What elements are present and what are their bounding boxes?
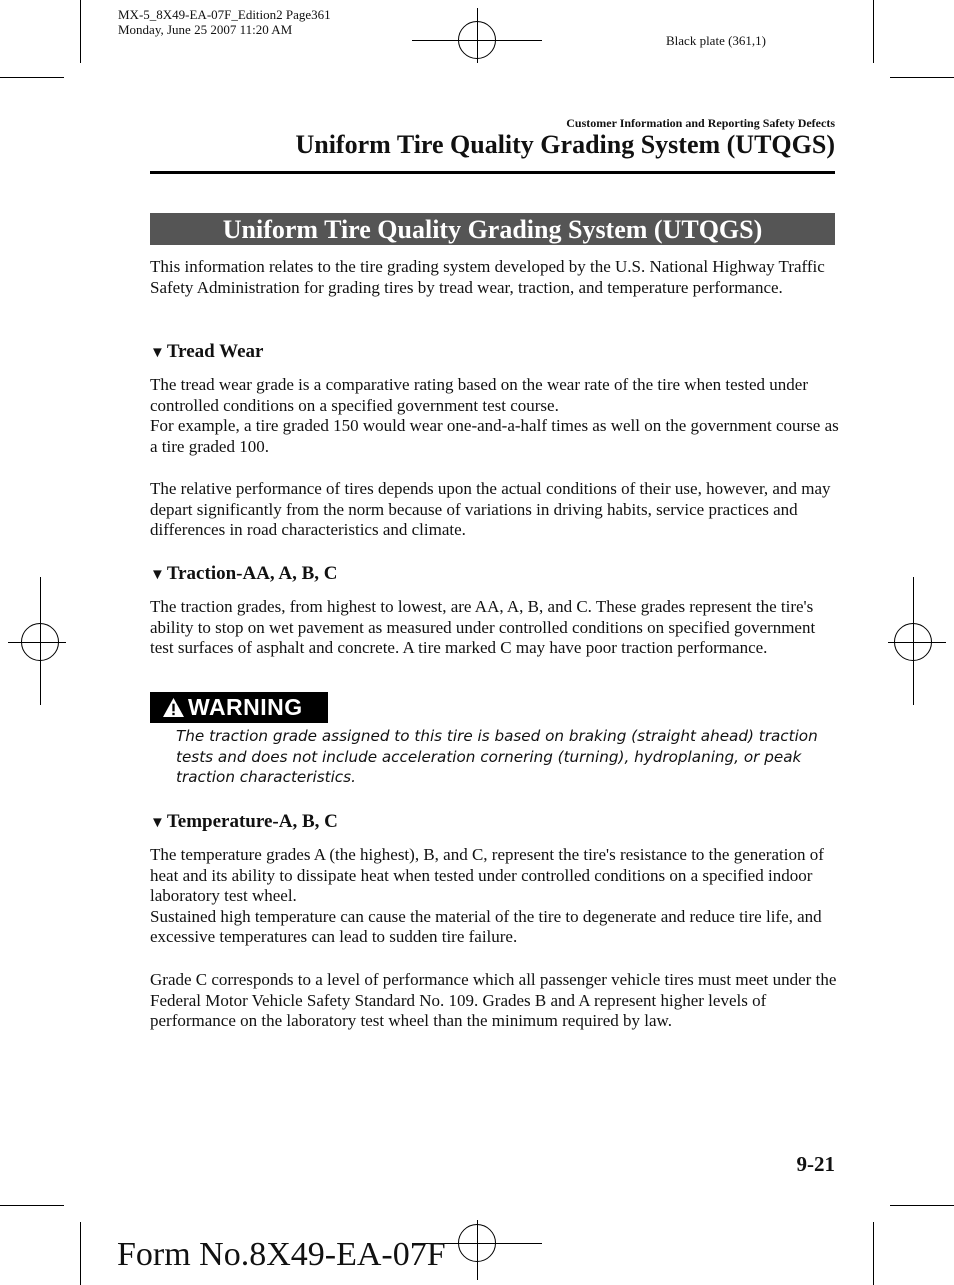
print-meta-line2: Monday, June 25 2007 11:20 AM [118,22,293,37]
heading-temperature-text: Temperature-A, B, C [166,811,338,832]
intro-paragraph: This information relates to the tire grading system developed by the U.S. National Highway Traffic Safety Administration for grading tires by tread wear, traction, and temperature performance. [150,257,825,297]
temperature-p1: The temperature grades A (the highest), B, and C, represent the tire's resistance to the generation of heat and its ability to dissipate heat when tested under controlled conditions on a specified indoor laboratory test wheel. [150,845,824,906]
tread-wear-p1: The tread wear grade is a comparative rating based on the wear rate of the tire when tested under controlled conditions on a specified government test course. [150,375,808,415]
section-banner: Uniform Tire Quality Grading System (UTQGS) [150,213,835,245]
warning-text: The traction grade assigned to this tire is based on braking (straight ahead) traction tests and does not include acceleration cornering (turning), hydroplaning, or peak traction characteristics. [176,727,818,787]
temperature-body [150,845,840,948]
black-plate-label: Black plate (361,1) [666,33,766,48]
triangle-down-icon: ▼ [150,815,165,831]
print-meta [118,7,331,37]
form-number: Form No.8X49-EA-07F [117,1236,446,1273]
tread-wear-p2: For example, a tire graded 150 would wear one-and-a-half times as well on the government course as a tire graded 100. [150,416,839,456]
triangle-down-icon: ▼ [150,345,165,361]
warning-triangle-icon [162,697,185,718]
heading-traction [150,563,338,585]
heading-tread-wear-text: Tread Wear [166,341,264,362]
triangle-down-icon: ▼ [150,567,165,583]
running-head: Customer Information and Reporting Safety Defects [566,116,835,130]
tread-wear-body [150,375,840,457]
print-meta-line1: MX-5_8X49-EA-07F_Edition2 Page361 [118,7,331,22]
tread-wear-p3: The relative performance of tires depends upon the actual conditions of their use, however, and may depart significantly from the norm because of variations in driving habits, service practices and differences in road characteristics and climate. [150,479,831,540]
heading-tread-wear [150,341,263,363]
heading-traction-text: Traction-AA, A, B, C [166,563,338,584]
page-title: Uniform Tire Quality Grading System (UTQGS) [295,130,835,159]
title-rule [150,171,835,174]
traction-p1: The traction grades, from highest to lowest, are AA, A, B, and C. These grades represent the tire's ability to stop on wet pavement as measured under controlled conditions on specified government test surfaces of asphalt and concrete. A tire marked C may have poor traction performance. [150,597,816,658]
warning-label: WARNING [188,694,303,720]
temperature-p3: Grade C corresponds to a level of performance which all passenger vehicle tires must meet under the Federal Motor Vehicle Safety Standard No. 109. Grades B and A represent higher levels of performance on the laboratory test wheel than the minimum required by law. [150,970,837,1031]
warning-label-box [150,692,328,723]
temperature-p2: Sustained high temperature can cause the material of the tire to degenerate and reduce tire life, and excessive temperatures can lead to sudden tire failure. [150,906,822,947]
heading-temperature [150,811,338,833]
page-number: 9-21 [796,1152,835,1176]
